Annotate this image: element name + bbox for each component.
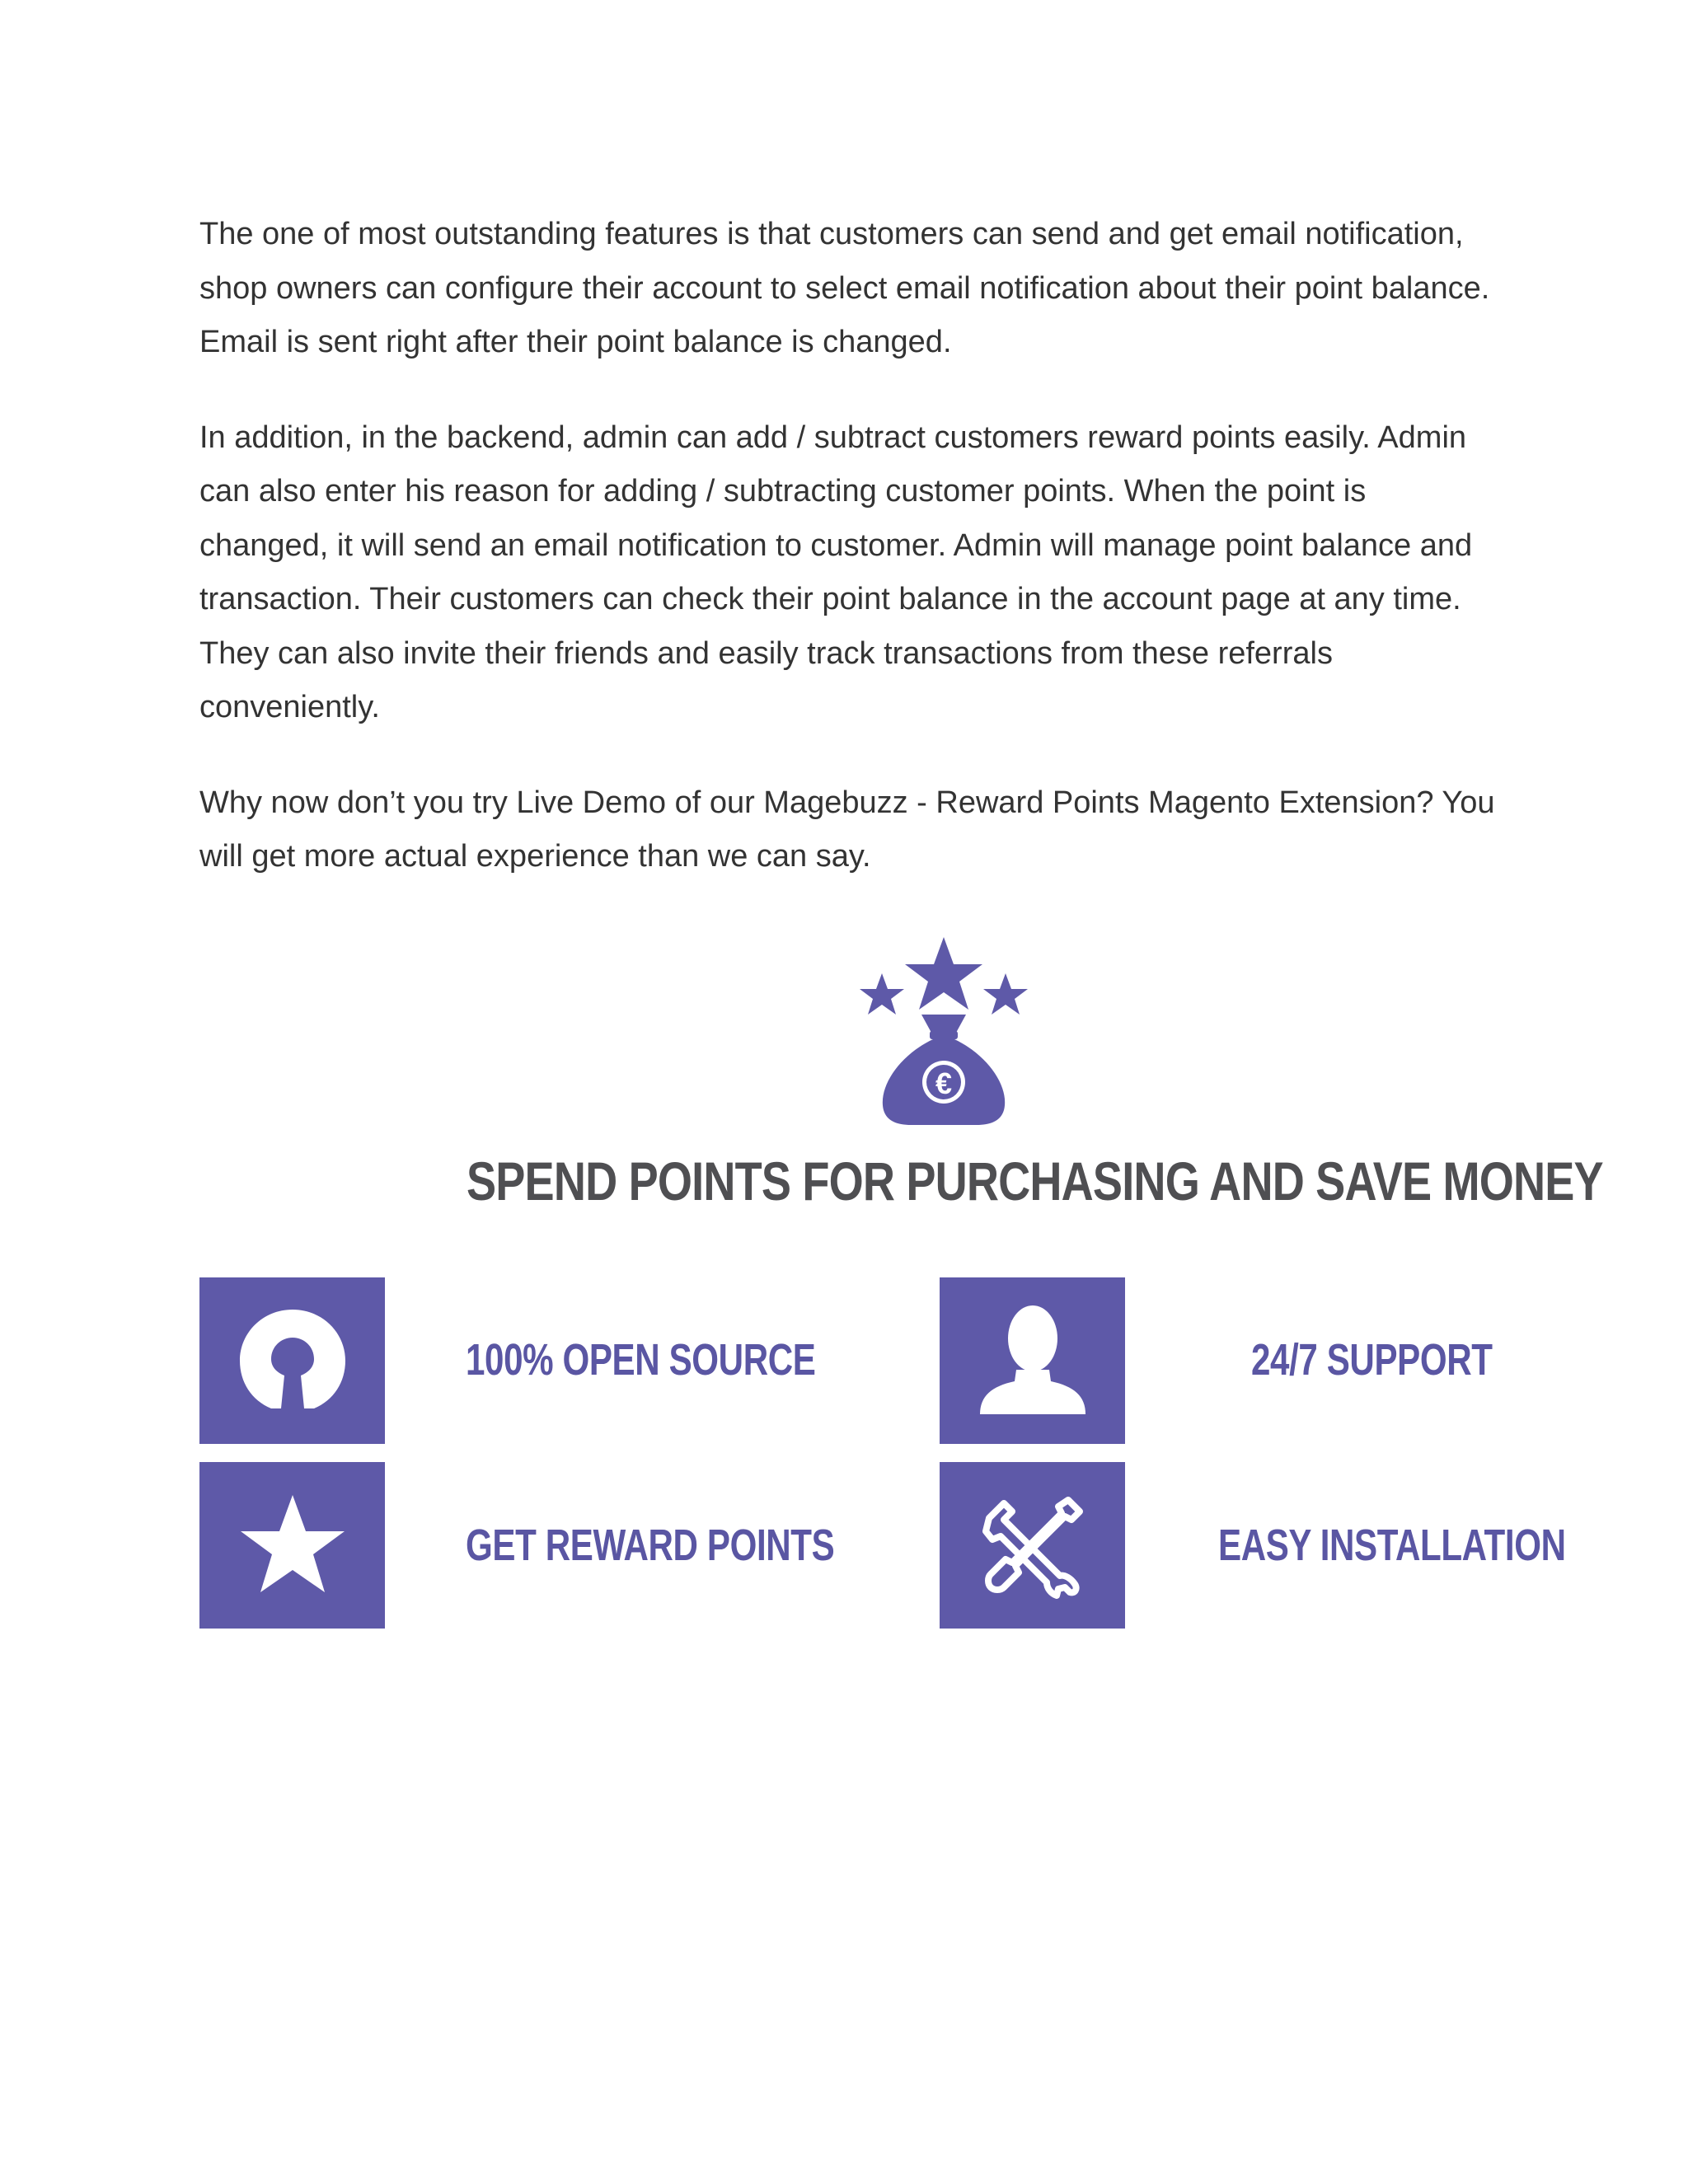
banner-title: SPEND POINTS FOR PURCHASING AND SAVE MONEY xyxy=(467,1151,1603,1212)
euro-symbol: € xyxy=(935,1066,953,1100)
tools-icon xyxy=(979,1492,1086,1599)
reward-points-tile xyxy=(199,1462,385,1629)
paragraph-live-demo: Why now don’t you try Live Demo of our Magebuzz - Reward Points Magento Extension? You will get more actual experience than we can say. xyxy=(199,785,1495,874)
feature-label-open-source: 100% OPEN SOURCE xyxy=(466,1335,816,1385)
support-tile xyxy=(940,1277,1125,1444)
paragraph-email-notification: The one of most outstanding features is that customers can send and get email notification, shop owners can configure their account to select email notification about their point balance. Email is sent right after their point balance is changed. xyxy=(199,217,1490,359)
feature-label-reward-points: GET REWARD POINTS xyxy=(466,1521,835,1570)
feature-label-easy-installation: EASY INSTALLATION xyxy=(1218,1521,1566,1570)
center-star-icon xyxy=(905,937,982,1010)
star-icon xyxy=(239,1492,346,1599)
stars-money-bag-icon xyxy=(857,935,1030,1125)
installation-tile xyxy=(940,1462,1125,1629)
right-star-icon xyxy=(983,973,1028,1015)
user-support-icon xyxy=(975,1299,1090,1422)
left-star-icon xyxy=(860,973,904,1015)
document-body xyxy=(199,208,1502,884)
paragraph-admin-backend: In addition, in the backend, admin can add / subtract customers reward points easily. Admin can also enter his reason for adding / subtracting customer points. When the point is changed, it will send an email notification to customer. Admin will manage point balance and transaction. Their customers can check their point balance in the account page at any time. They can also invite their friends and easily track transactions from these referrals conveniently. xyxy=(199,419,1473,724)
feature-label-support: 24/7 SUPPORT xyxy=(1251,1335,1493,1385)
open-source-tile xyxy=(199,1277,385,1444)
open-source-icon xyxy=(235,1303,350,1418)
